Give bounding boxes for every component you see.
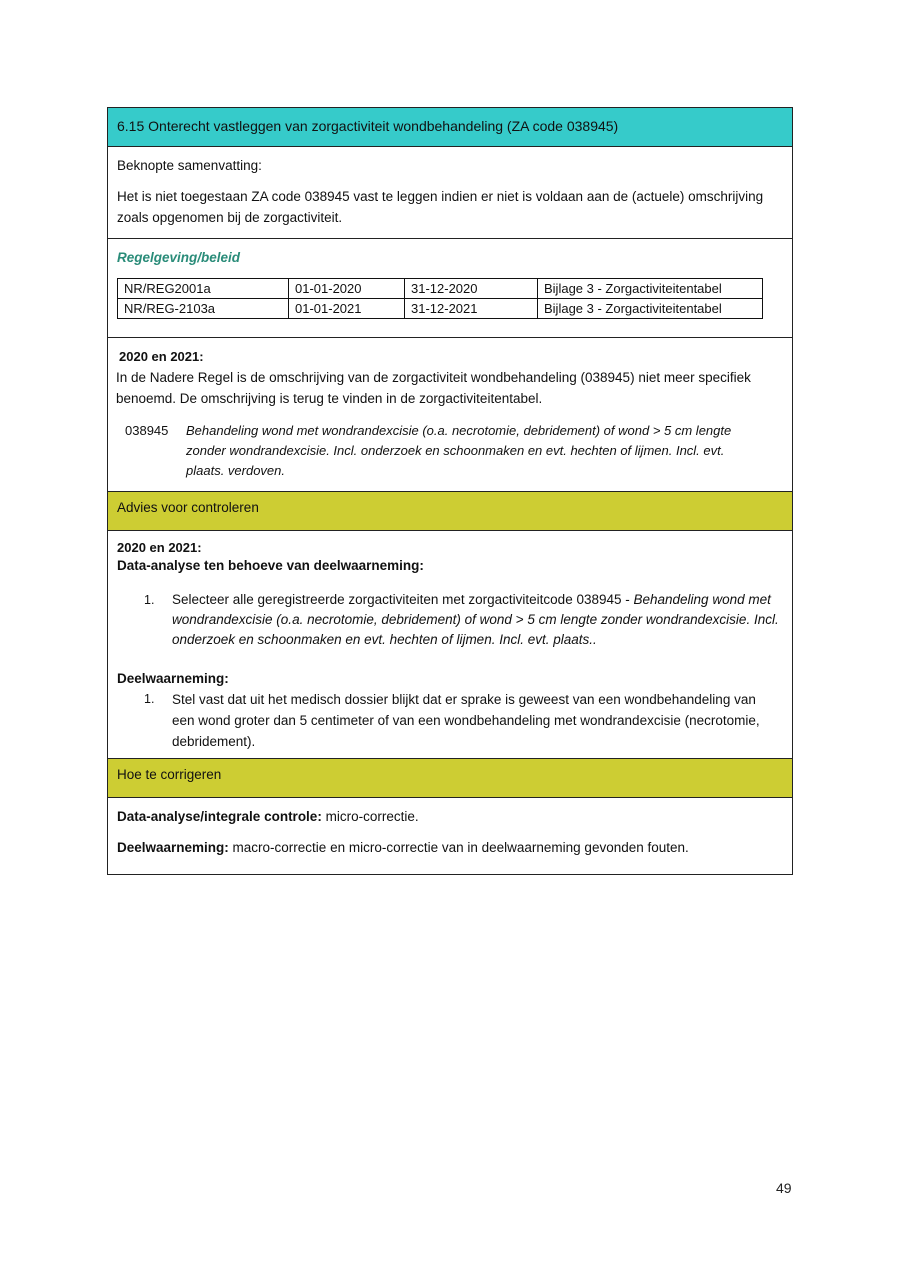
observation-label: Deelwaarneming: bbox=[117, 671, 229, 686]
correction-observation-label: Deelwaarneming: bbox=[117, 840, 229, 855]
reg-reference: Bijlage 3 - Zorgactiviteitentabel bbox=[538, 279, 763, 299]
regulation-row bbox=[108, 239, 792, 338]
reg-end-date: 31-12-2020 bbox=[405, 279, 538, 299]
reg-code: NR/REG-2103a bbox=[118, 299, 289, 319]
advice-row bbox=[108, 531, 792, 759]
correction-data-analysis bbox=[117, 806, 783, 827]
reg-end-date: 31-12-2021 bbox=[405, 299, 538, 319]
reg-reference: Bijlage 3 - Zorgactiviteitentabel bbox=[538, 299, 763, 319]
correction-header-row bbox=[108, 759, 792, 798]
reg-start-date: 01-01-2020 bbox=[289, 279, 405, 299]
list-number: 1. bbox=[144, 692, 155, 706]
summary-text: Het is niet toegestaan ZA code 038945 vast te leggen indien er niet is voldaan aan de (actuele) omschrijving zoals opgenomen bij de zorgactiviteit. bbox=[117, 189, 764, 225]
summary-label: Beknopte samenvatting: bbox=[117, 158, 262, 173]
description-years: 2020 en 2021: bbox=[119, 349, 204, 364]
table-row bbox=[118, 299, 763, 319]
page-number: 49 bbox=[776, 1180, 792, 1196]
reg-start-date: 01-01-2021 bbox=[289, 299, 405, 319]
advice-header: Advies voor controleren bbox=[117, 500, 259, 515]
description-text: In de Nadere Regel is de omschrijving van de zorgactiviteit wondbehandeling (038945) niet meer specifiek benoemd. De omschrijving is terug te vinden in de zorgactiviteitentabel. bbox=[116, 370, 751, 406]
data-analysis-label: Data-analyse ten behoeve van deelwaarneming: bbox=[117, 558, 424, 573]
table-row bbox=[118, 279, 763, 299]
description-row bbox=[108, 338, 792, 492]
regulation-title: Regelgeving/beleid bbox=[117, 250, 241, 265]
list-text-italic: Behandeling wond met wondrandexcisie (o.a. necrotomie, debridement) of wond > 5 cm lengte zonder wondrandexcisie. Incl. onderzoek en schoonmaken en evt. hechten of lijmen. Incl. evt. plaats.. bbox=[172, 592, 779, 647]
advice-years: 2020 en 2021: bbox=[117, 540, 202, 555]
list-text: Stel vast dat uit het medisch dossier blijkt dat er sprake is geweest van een wondbehandeling van een wond groter dan 5 centimeter of van een wondbehandeling met wondrandexcisie (necrotomie, debridement). bbox=[172, 692, 760, 749]
correction-row bbox=[108, 798, 792, 874]
regulation-table bbox=[117, 278, 763, 319]
correction-header: Hoe te corrigeren bbox=[117, 767, 222, 782]
correction-data-analysis-label: Data-analyse/integrale controle: bbox=[117, 809, 322, 824]
audit-section-table bbox=[107, 107, 793, 875]
code-description-block bbox=[125, 421, 783, 481]
activity-code-description: Behandeling wond met wondrandexcisie (o.a. necrotomie, debridement) of wond > 5 cm lengte zonder wondrandexcisie. Incl. onderzoek en schoonmaken en evt. hechten of lijmen. Incl. evt. plaats. verdoven. bbox=[186, 423, 732, 478]
list-number: 1. bbox=[144, 593, 155, 607]
data-analysis-list-item bbox=[144, 590, 783, 650]
correction-observation-text: macro-correctie en micro-correctie van in deelwaarneming gevonden fouten. bbox=[228, 840, 689, 855]
reg-code: NR/REG2001a bbox=[118, 279, 289, 299]
section-title-row bbox=[108, 108, 792, 147]
advice-header-row bbox=[108, 492, 792, 531]
summary-row bbox=[108, 147, 792, 239]
activity-code: 038945 bbox=[125, 423, 169, 438]
section-title: 6.15 Onterecht vastleggen van zorgactiviteit wondbehandeling (ZA code 038945) bbox=[117, 118, 619, 134]
correction-observation bbox=[117, 837, 783, 858]
correction-data-analysis-text: micro-correctie. bbox=[321, 809, 419, 824]
observation-list-item bbox=[144, 689, 783, 752]
list-text: Selecteer alle geregistreerde zorgactiviteiten met zorgactiviteitcode 038945 - bbox=[172, 592, 634, 607]
